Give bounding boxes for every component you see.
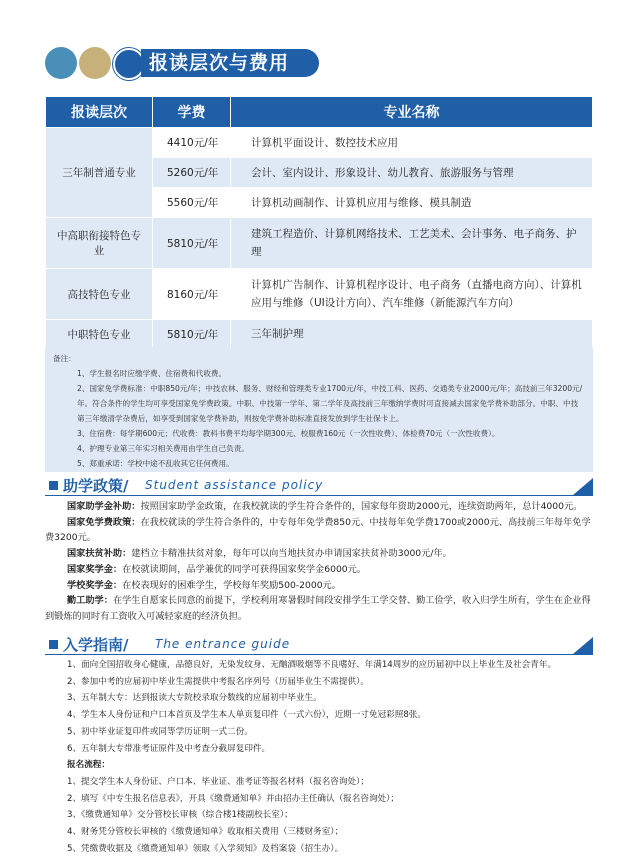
list-item: 3、《缴费通知单》交分管校长审核（综合楼1楼副校长室）； [67,810,293,821]
note-line: 3、住宿费：每学期600元；代收费：教科书费平均每学期300元、校服费160元（一次性收费）、体检费70元（一次性收费）。 [77,429,500,438]
list-item: 4、学生本人身份证和户口本首页及学生本人单页复印件（一式六份），近期一寸免冠彩照8张。 [67,710,426,721]
fee-cell: 5810元/年 [153,218,231,269]
table-row [46,128,593,158]
majors-cell: 三年制护理 [231,320,593,349]
fee-cell: 5260元/年 [153,158,231,188]
level-cell: 三年制普通专业 [46,128,153,218]
assistance-item-label: 国家免学费政策： [67,516,141,528]
table-header-row [46,97,593,128]
list-item: 1、面向全国招收身心健康，品德良好，无染发纹身、无酗酒吸烟等不良嗜好、年满14周岁的应历届初中以上毕业生及社会青年。 [67,660,557,670]
level-cell: 中职特色专业 [46,320,153,349]
note-line: 4、护理专业第三年实习相关费用由学生自己负责。 [77,444,249,453]
assistance-item-text: 在校表现好的困难学生，学校每年奖励500-2000元。 [122,579,341,591]
assistance-item-label: 勤工助学： [67,595,113,607]
assistance-item-text: 建档立卡精准扶贫对象，每年可以向当地扶贫办申请国家扶贫补助3000元/年。 [131,548,452,560]
note-line: 2、国家免学费标准：中职850元/年；中技农林、服务、财经和管理类专业1700元/年，中技工科、医药、交通类专业2000元/年；高技前三年3200元/年。符合条件的学生均可享受国家免学费政策。中职、中技第一学年、第二学年及高技前三年缴纳学费时可直接减去国家免学费补助部分。中职、中技第三年缴清学杂费后，如享受到国家免学费补助，则按免学费补助标准直接发放到学生社保卡上。 [77,384,583,423]
assistance-item [45,593,597,624]
assistance-item [45,562,597,578]
assistance-item-text: 在学生自愿家长同意的前提下，学校利用寒暑假时间段安排学生工学交替、勤工俭学，收入归学生所有，学生在企业得到锻炼的同时有工资收入可减轻家庭的经济负担。 [45,595,591,622]
assistance-item-label: 国家助学金补助： [67,501,141,512]
section-underline [45,654,593,655]
section-corner-decor [573,637,593,654]
list-item: 3、五年制大专：达到报读大专院校录取分数线的应届初中毕业生。 [67,693,322,704]
assistance-title-en: Student assistance policy [145,478,324,492]
decor-circle-blue [45,47,77,79]
majors-cell: 计算机平面设计、数控技术应用 [231,128,593,158]
list-item: 6、五年制大专带准考证原件及中考查分截屏复印件。 [67,743,271,754]
assistance-item [45,499,597,515]
assistance-item-label: 国家扶贫补助： [67,548,132,560]
guide-list [45,657,605,857]
list-item: 1、提交学生本人身份证、户口本、毕业证、准考证等报名材料（报名咨询处）； [67,776,369,787]
table-row [46,320,593,349]
notes-box [45,347,593,472]
col-header-fee: 学费 [153,97,231,128]
list-item: 4、财务凭分管校长审核的《缴费通知单》收取相关费用（三楼财务室）； [67,827,344,838]
majors-cell: 建筑工程造价、计算机网络技术、工艺美术、会计事务、电子商务、护理 [231,218,593,269]
page-title: 报读层次与费用 [141,49,319,77]
guide-section-header [45,635,593,655]
fee-cell: 4410元/年 [153,128,231,158]
fee-table [45,96,593,349]
section-corner-decor [573,478,593,495]
square-bullet-icon [49,481,58,490]
assistance-item [45,515,597,546]
note-line: 1、学生报名时应缴学费、住宿费和代收费。 [77,369,227,378]
table-row [46,269,593,320]
level-cell: 高技特色专业 [46,269,153,320]
col-header-majors: 专业名称 [231,97,593,128]
square-bullet-icon [49,640,58,649]
list-item: 5、凭缴费收据及《缴费通知单》领取《入学须知》及档案袋（招生办）。 [67,843,344,854]
assistance-item-label: 学校奖学金： [67,579,123,591]
assistance-item [45,578,597,594]
table-row [46,218,593,269]
assistance-item-text: 在我校就读的学生符合条件的，中专每年免学费850元、中技每年免学费1700或2000元、高技前三年每年免学费3200元。 [45,516,591,544]
section-header [45,47,320,81]
assistance-item-text: 按照国家助学金政策，在我校就读的学生符合条件的，国家每年资助2000元，连续资助两年，总计4000元。 [140,501,583,512]
guide-title-en: The entrance guide [155,637,291,651]
assistance-list [45,499,597,625]
fee-cell: 8160元/年 [153,269,231,320]
majors-cell: 计算机广告制作、计算机程序设计、电子商务（直播电商方向）、计算机应用与维修（UI设计方向）、汽车维修（新能源汽车方向） [231,269,593,320]
process-label: 报名流程： [67,760,110,771]
note-line: 5、郑重承诺：学校中途不乱收其它任何费用。 [77,459,234,468]
col-header-level: 报读层次 [46,97,153,128]
list-item: 2、填写《中专生报名信息表》，开具《缴费通知单》并由招办主任确认（报名咨询处）； [67,793,400,804]
fee-cell: 5560元/年 [153,188,231,218]
majors-cell: 计算机动画制作、计算机应用与维修、模具制造 [231,188,593,218]
list-item: 2、参加中考的应届初中毕业生需提供中考报名序列号（历届毕业生不需提供）。 [67,676,369,687]
assistance-section-header [45,476,593,496]
assistance-item-label: 国家奖学金： [67,563,123,575]
assistance-title-cn: 助学政策/ [63,477,129,495]
assistance-item [45,546,597,562]
notes-label: 备注： [53,354,76,363]
level-cell: 中高职衔接特色专业 [46,218,153,269]
section-underline [45,495,593,496]
list-item: 5、初中毕业证复印件或同等学历证明一式二份。 [67,726,253,737]
assistance-item-text: 在校就读期间，品学兼优的同学可获得国家奖学金6000元。 [122,563,367,575]
fee-cell: 5810元/年 [153,320,231,349]
majors-cell: 会计、室内设计、形象设计、幼儿教育、旅游服务与管理 [231,158,593,188]
guide-title-cn: 入学指南/ [63,636,129,654]
decor-circle-gold [79,47,111,79]
